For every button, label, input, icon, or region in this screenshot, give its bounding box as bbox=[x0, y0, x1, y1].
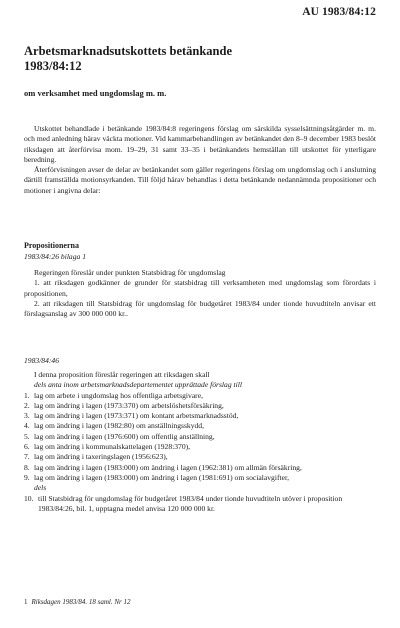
proposition-2-body bbox=[24, 370, 376, 514]
list-item: 1. lag om arbete i ungdomslag hos offentliga arbetsgivare, bbox=[24, 390, 203, 400]
intro-paragraph-1: Utskottet behandlade i betänkande 1983/84:8 regeringens förslag om särskilda sysselsättningsåtgärder m. m. och med anledning härav väckta motioner. Vid kammarbehandlingen av betänkandet den 8–9 december 1983 beslöt riksdagen att återförvisa mom. 19–29, 31 samt 33–35 i betänkandets hemställan till utskottet för ytterligare beredning. bbox=[24, 124, 376, 164]
prop2-dels-1: dels anta inom arbetsmarknadsdepartementet upprättade förslag till bbox=[34, 380, 242, 390]
title-line-1: Arbetsmarknadsutskottets betänkande bbox=[24, 44, 233, 58]
prop2-dels-2: dels bbox=[34, 483, 47, 493]
page-footer bbox=[24, 598, 130, 606]
prop2-intro: I denna proposition föreslår regeringen att riksdagen skall bbox=[34, 370, 210, 379]
list-item: 2. lag om ändring i lagen (1973:370) om arbetslöshetsförsäkring, bbox=[24, 400, 224, 410]
footer-text: Riksdagen 1983/84. 18 saml. Nr 12 bbox=[31, 598, 131, 606]
section-heading: Propositionerna bbox=[24, 241, 79, 250]
prop1-line-3: 2. att riksdagen till Statsbidrag för ungdomslag för budgetåret 1983/84 under tionde huvudtiteln anvisar ett förslagsanslag av 300 000 000 kr.. bbox=[24, 298, 376, 319]
list-item: 7. lag om ändring i taxeringslagen (1956:623), bbox=[24, 452, 168, 462]
list-item: 8. lag om ändring i lagen (1983:000) om ändring i lagen (1962:381) om allmän försäkring, bbox=[24, 462, 302, 472]
title-line-2: 1983/84:12 bbox=[24, 59, 82, 73]
list-item: 10. till Statsbidrag för ungdomslag för budgetåret 1983/84 under tionde huvudtiteln utöver i proposition 1983/84:26, bil. 1, upptagna medel anvisa 120 000 000 kr. bbox=[24, 493, 343, 513]
prop1-line-1: Regeringen föreslår under punkten Statsbidrag för ungdomslag bbox=[34, 268, 226, 277]
list-item: 5. lag om ändring i lagen (1976:600) om offentlig anställning, bbox=[24, 431, 215, 441]
list-item: 4. lag om ändring i lagen (1982:80) om anställningsskydd, bbox=[24, 421, 204, 431]
page-number: 1 bbox=[24, 598, 28, 606]
list-item: 3. lag om ändring i lagen (1973:371) om kontant arbetsmarknadsstöd, bbox=[24, 411, 239, 421]
proposition-1-body bbox=[24, 268, 376, 319]
intro-section bbox=[24, 124, 376, 196]
proposition-1-ref: 1983/84:26 bilaga 1 bbox=[24, 252, 87, 261]
document-id: AU 1983/84:12 bbox=[302, 6, 376, 18]
intro-paragraph-2: Återförvisningen avser de delar av betänkandet som gäller regeringens förslag om ungdomslag och i anslutning därtill framställda motionsyrkanden. Till följd härav behandlas i detta betänkande nedannämnda propositioner och motioner i angivna delar: bbox=[24, 165, 376, 195]
proposition-2-ref: 1983/84:46 bbox=[24, 356, 60, 365]
prop1-line-2: 1. att riksdagen godkänner de grunder för statsbidrag till verksamheten med ungdomslag som förordats i propositionen, bbox=[24, 278, 376, 298]
document-title bbox=[24, 44, 232, 74]
list-item: 9. lag om ändring i lagen (1983:000) om ändring i lagen (1981:691) om socialavgifter, bbox=[24, 472, 290, 482]
list-item: 6. lag om ändring i kommunalskattelagen (1928:370), bbox=[24, 442, 191, 452]
prop2-appropriation-list bbox=[24, 494, 376, 515]
prop2-law-list bbox=[24, 391, 376, 484]
document-subtitle: om verksamhet med ungdomslag m. m. bbox=[24, 88, 167, 98]
